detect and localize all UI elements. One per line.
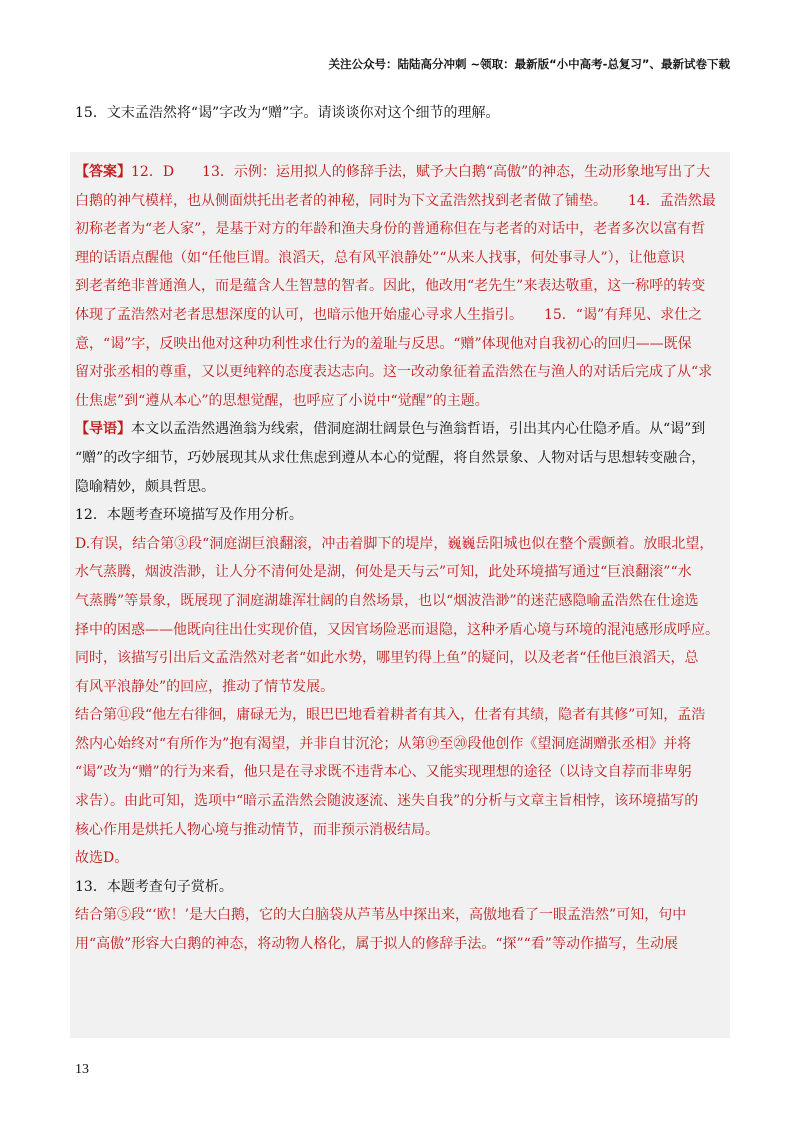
answer-line: 到老者绝非普通渔人，而是蕴含人生智慧的智者。因此，他改用“老先生”来表达敬重，这一称呼的转变 — [75, 278, 706, 295]
answer-line: 意，“谒”字，反映出他对这种功利性求仕行为的羞耻与反思。“赠”体现他对自我初心的回归——既保 — [75, 335, 692, 352]
analysis-12-line: 结合第⑪段“他左右徘徊，庸碌无为，眼巴巴地看着耕者有其入，仕者有其绩，隐者有其修”可知，孟浩 — [75, 707, 706, 724]
analysis-12-heading: 12．本题考查环境描写及作用分析。 — [75, 507, 303, 524]
analysis-12-line: 气蒸腾”等景象，既展现了洞庭湖雄浑壮阔的自然场景，也以“烟波浩渺”的迷茫感隐喻孟浩然在仕途选 — [75, 592, 699, 609]
analysis-12-line: 水气蒸腾，烟波浩渺，让人分不清何处是湖，何处是天与云”可知，此处环境描写通过“巨浪翻滚”“水 — [75, 564, 692, 581]
answer-line: 【答案】12．D 13．示例：运用拟人的修辞手法，赋予大白鹅“高傲”的神态，生动形象地写出了大 — [75, 164, 711, 180]
answer-section — [70, 152, 730, 1038]
analysis-13-line: 结合第⑤段“‘欧！’是大白鹅，它的大白脑袋从芦苇丛中探出来，高傲地看了一眼孟浩然”可知，句中 — [75, 907, 687, 924]
answer-line: 体现了孟浩然对老者思想深度的认可，也暗示他开始虚心寻求人生指引。 15．“谒”有拜见、求仕之 — [75, 306, 703, 323]
page-header: 关注公众号：陆陆高分冲刺 ~领取：最新版“小中高考-总复习”、最新试卷下载 — [328, 57, 730, 71]
analysis-12-line: D.有误，结合第③段“洞庭湖巨浪翻滚，冲击着脚下的堤岸，巍巍岳阳城也似在整个震颤着。放眼北望， — [75, 535, 714, 552]
analysis-12-line: 求告）。由此可知，选项中“暗示孟浩然会随波逐流、迷失自我”的分析与文章主旨相悖，该环境描写的 — [75, 793, 699, 810]
analysis-12-line: “谒”改为“赠”的行为来看，他只是在寻求既不违背本心、又能实现理想的途径（以诗文自荐而非卑躬 — [75, 764, 692, 781]
analysis-13-line: 用“高傲”形容大白鹅的神态，将动物人格化，属于拟人的修辞手法。“探”“看”等动作描写，生动展 — [75, 936, 678, 953]
guide-line: 隐喻精妙，颇具哲思。 — [75, 478, 215, 495]
answer-line: 白鹅的神气模样，也从侧面烘托出老者的神秘，同时为下文孟浩然找到老者做了铺垫。 14．孟浩然最 — [75, 192, 716, 209]
guide-line: “赠”的改字细节，巧妙展现其从求仕焦虑到遵从本心的觉醒，将自然景象、人物对话与思想转变融合， — [75, 449, 706, 466]
analysis-12-line: 择中的困惑——他既向往出仕实现价值，又因官场险恶而退隐，这种矛盾心境与环境的混沌感形成呼应。 — [75, 621, 719, 638]
analysis-12-line: 核心作用是烘托人物心境与推动情节，而非预示消极结局。 — [75, 821, 439, 838]
analysis-12-line: 然内心始终对“有所作为”抱有渴望，并非自甘沉沦；从第⑲至⑳段他创作《望洞庭湖赠张丞相》并将 — [75, 735, 692, 752]
answer-line: 初称老者为“老人家”，是基于对方的年龄和渔夫身份的普通称但在与老者的对话中，老者多次以富有哲 — [75, 221, 706, 238]
analysis-13-heading: 13．本题考查句子赏析。 — [75, 878, 233, 895]
analysis-12-line: 有风平浪静处”的回应，推动了情节发展。 — [75, 678, 335, 695]
answer-line: 仕焦虑”到“遵从本心”的思想觉醒，也呼应了小说中“觉醒”的主题。 — [75, 392, 489, 409]
guide-tag: 【导语】 — [75, 421, 131, 438]
answer-tag: 【答案】 — [75, 164, 131, 180]
answer-line: 理的话语点醒他（如“任他巨谓。浪滔天，总有风平浪静处”“从来人找事，何处事寻人”），让他意识 — [75, 249, 685, 266]
guide-line: 【导语】本文以孟浩然遇渔翁为线索，借洞庭湖壮阔景色与渔翁哲语，引出其内心仕隐矛盾。从“谒”到 — [75, 421, 706, 438]
analysis-12-line: 同时，该描写引出后文孟浩然对老者“如此水势，哪里钓得上鱼”的疑问，以及老者“任他巨浪滔天，总 — [75, 650, 699, 667]
question-15: 15．文末孟浩然将“谒”字改为“赠”字。请谈谈你对这个细节的理解。 — [75, 105, 500, 121]
answer-line: 留对张丞相的尊重，又以更纯粹的态度表达志向。这一改动象征着孟浩然在与渔人的对话后完成了从“求 — [75, 364, 713, 381]
analysis-12-conclusion: 故选D。 — [75, 850, 129, 867]
page-number: 13 — [75, 1062, 89, 1077]
